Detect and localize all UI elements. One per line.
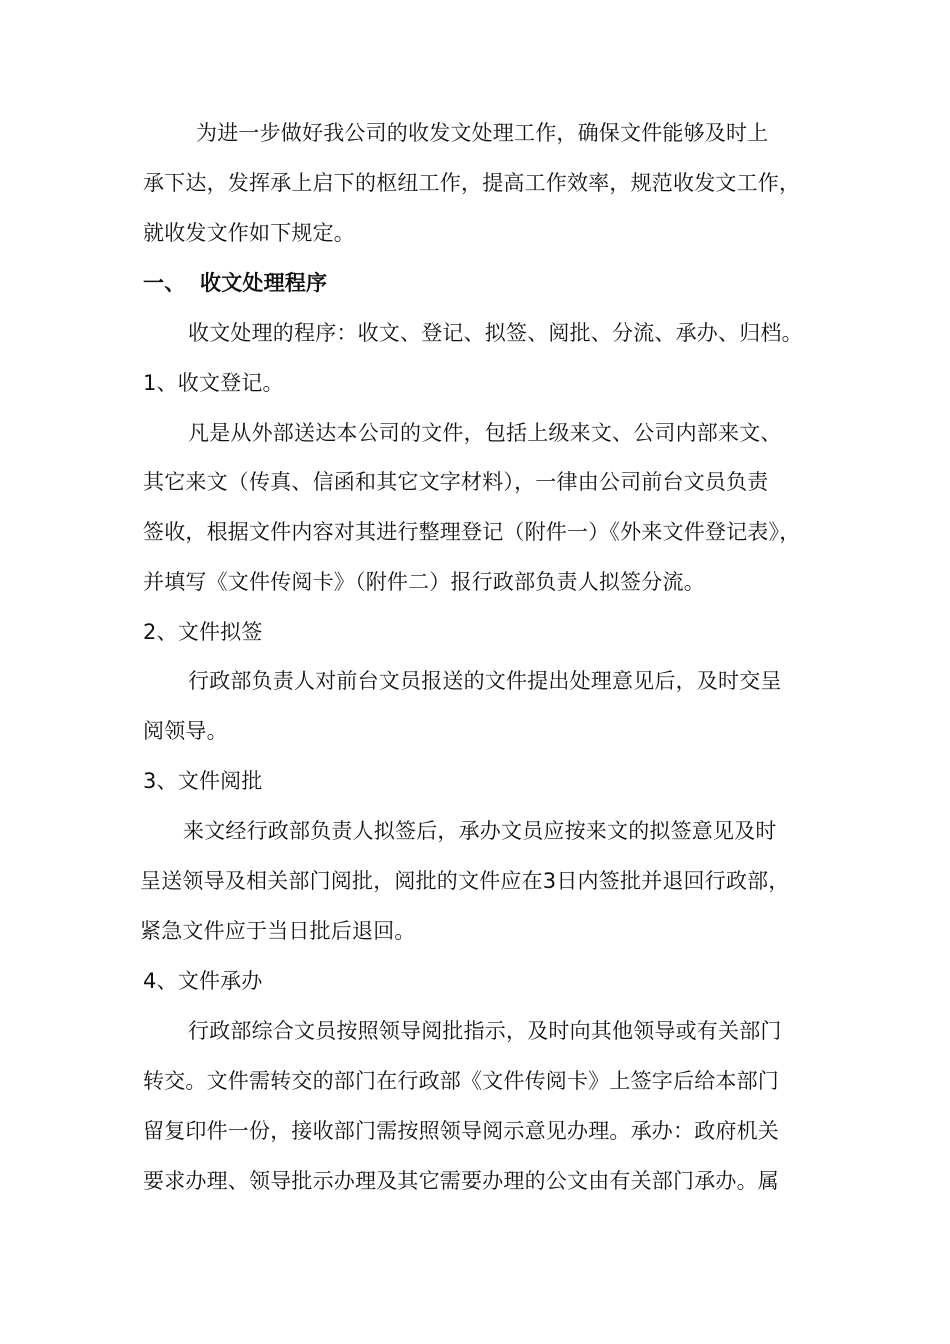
item-3-line-1: 来文经行政部负责人拟签后，承办文员应按来文的拟签意见及时 <box>183 819 777 843</box>
intro-line-2: 承下达，发挥承上启下的枢纽工作，提高工作效率，规范收发文工作， <box>143 171 801 195</box>
item-3-heading: 3、文件阅批 <box>143 769 263 793</box>
item-4-line-2: 转交。文件需转交的部门在行政部《文件传阅卡》上签字后给本部门 <box>143 1069 779 1093</box>
item-1-line-3: 签收，根据文件内容对其进行整理登记（附件一）《外来文件登记表》， <box>143 520 801 544</box>
procedure-line: 收文处理的程序：收文、登记、拟签、阅批、分流、承办、归档。 <box>188 321 803 345</box>
item-3-line-3: 紧急文件应于当日批后退回。 <box>140 919 416 943</box>
item-4-line-4: 要求办理、领导批示办理及其它需要办理的公文由有关部门承办。属 <box>143 1169 779 1193</box>
item-4-heading: 4、文件承办 <box>143 969 263 993</box>
item-1-line-4: 并填写《文件传阅卡》（附件二）报行政部负责人拟签分流。 <box>143 570 705 594</box>
item-4-line-3: 留复印件一份，接收部门需按照领导阅示意见办理。承办：政府机关 <box>143 1119 779 1143</box>
item-3-line-2: 呈送领导及相关部门阅批，阅批的文件应在3日内签批并退回行政部， <box>140 869 790 893</box>
item-2-line-2: 阅领导。 <box>143 719 228 743</box>
section-number: 一、 <box>143 271 186 295</box>
intro-line-3: 就收发文作如下规定。 <box>143 221 355 245</box>
item-4-line-1: 行政部综合文员按照领导阅批指示，及时向其他领导或有关部门 <box>188 1019 782 1043</box>
item-1-line-2: 其它来文（传真、信函和其它文字材料），一律由公司前台文员负责 <box>143 470 769 494</box>
intro-line-1: 为进一步做好我公司的收发文处理工作，确保文件能够及时上 <box>196 121 769 145</box>
section-title: 收文处理程序 <box>200 271 328 295</box>
item-1-line-1: 凡是从外部送达本公司的文件，包括上级来文、公司内部来文、 <box>188 421 782 445</box>
item-2-line-1: 行政部负责人对前台文员报送的文件提出处理意见后，及时交呈 <box>188 669 782 693</box>
item-1-heading: 1、收文登记。 <box>143 371 284 395</box>
item-2-heading: 2、文件拟签 <box>143 620 263 644</box>
